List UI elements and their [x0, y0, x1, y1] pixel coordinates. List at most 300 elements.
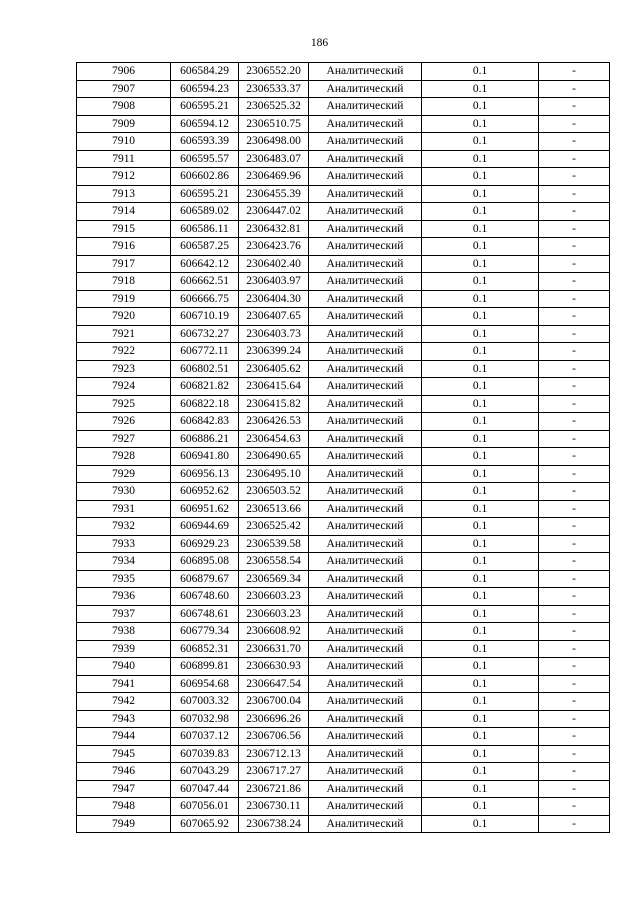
accuracy-cell: 0.1	[422, 308, 539, 326]
y-coordinate-cell: 2306402.40	[239, 255, 309, 273]
y-coordinate-cell: 2306712.13	[239, 745, 309, 763]
method-cell: Аналитический	[309, 483, 422, 501]
method-cell: Аналитический	[309, 728, 422, 746]
method-cell: Аналитический	[309, 325, 422, 343]
note-cell: -	[539, 553, 610, 571]
method-cell: Аналитический	[309, 378, 422, 396]
y-coordinate-cell: 2306407.65	[239, 308, 309, 326]
note-cell: -	[539, 115, 610, 133]
method-cell: Аналитический	[309, 168, 422, 186]
table-row	[77, 150, 610, 168]
note-cell: -	[539, 255, 610, 273]
accuracy-cell: 0.1	[422, 115, 539, 133]
point-number-cell: 7932	[77, 518, 171, 536]
x-coordinate-cell: 607037.12	[171, 728, 239, 746]
table-row	[77, 675, 610, 693]
y-coordinate-cell: 2306647.54	[239, 675, 309, 693]
point-number-cell: 7945	[77, 745, 171, 763]
table-row	[77, 483, 610, 501]
x-coordinate-cell: 606593.39	[171, 133, 239, 151]
x-coordinate-cell: 607043.29	[171, 763, 239, 781]
accuracy-cell: 0.1	[422, 815, 539, 833]
table-row	[77, 798, 610, 816]
accuracy-cell: 0.1	[422, 623, 539, 641]
point-number-cell: 7910	[77, 133, 171, 151]
y-coordinate-cell: 2306455.39	[239, 185, 309, 203]
accuracy-cell: 0.1	[422, 168, 539, 186]
x-coordinate-cell: 606662.51	[171, 273, 239, 291]
table-row	[77, 273, 610, 291]
note-cell: -	[539, 815, 610, 833]
method-cell: Аналитический	[309, 745, 422, 763]
x-coordinate-cell: 606852.31	[171, 640, 239, 658]
method-cell: Аналитический	[309, 63, 422, 81]
table-row	[77, 343, 610, 361]
accuracy-cell: 0.1	[422, 763, 539, 781]
table-row	[77, 588, 610, 606]
y-coordinate-cell: 2306447.02	[239, 203, 309, 221]
note-cell: -	[539, 588, 610, 606]
x-coordinate-cell: 606879.67	[171, 570, 239, 588]
note-cell: -	[539, 518, 610, 536]
point-number-cell: 7940	[77, 658, 171, 676]
accuracy-cell: 0.1	[422, 483, 539, 501]
note-cell: -	[539, 98, 610, 116]
accuracy-cell: 0.1	[422, 448, 539, 466]
point-number-cell: 7947	[77, 780, 171, 798]
y-coordinate-cell: 2306513.66	[239, 500, 309, 518]
method-cell: Аналитический	[309, 150, 422, 168]
method-cell: Аналитический	[309, 675, 422, 693]
y-coordinate-cell: 2306415.64	[239, 378, 309, 396]
method-cell: Аналитический	[309, 780, 422, 798]
y-coordinate-cell: 2306399.24	[239, 343, 309, 361]
method-cell: Аналитический	[309, 80, 422, 98]
accuracy-cell: 0.1	[422, 570, 539, 588]
point-number-cell: 7917	[77, 255, 171, 273]
accuracy-cell: 0.1	[422, 150, 539, 168]
x-coordinate-cell: 607039.83	[171, 745, 239, 763]
x-coordinate-cell: 606666.75	[171, 290, 239, 308]
table-row	[77, 728, 610, 746]
note-cell: -	[539, 430, 610, 448]
y-coordinate-cell: 2306730.11	[239, 798, 309, 816]
point-number-cell: 7912	[77, 168, 171, 186]
table-row	[77, 710, 610, 728]
note-cell: -	[539, 658, 610, 676]
point-number-cell: 7923	[77, 360, 171, 378]
method-cell: Аналитический	[309, 588, 422, 606]
y-coordinate-cell: 2306495.10	[239, 465, 309, 483]
table-row	[77, 98, 610, 116]
x-coordinate-cell: 606589.02	[171, 203, 239, 221]
x-coordinate-cell: 606899.81	[171, 658, 239, 676]
accuracy-cell: 0.1	[422, 798, 539, 816]
note-cell: -	[539, 325, 610, 343]
accuracy-cell: 0.1	[422, 290, 539, 308]
note-cell: -	[539, 640, 610, 658]
x-coordinate-cell: 607003.32	[171, 693, 239, 711]
method-cell: Аналитический	[309, 763, 422, 781]
y-coordinate-cell: 2306525.32	[239, 98, 309, 116]
table-row	[77, 63, 610, 81]
x-coordinate-cell: 607047.44	[171, 780, 239, 798]
x-coordinate-cell: 606821.82	[171, 378, 239, 396]
point-number-cell: 7924	[77, 378, 171, 396]
x-coordinate-cell: 606602.86	[171, 168, 239, 186]
point-number-cell: 7921	[77, 325, 171, 343]
y-coordinate-cell: 2306608.92	[239, 623, 309, 641]
y-coordinate-cell: 2306717.27	[239, 763, 309, 781]
x-coordinate-cell: 606595.21	[171, 185, 239, 203]
point-number-cell: 7939	[77, 640, 171, 658]
accuracy-cell: 0.1	[422, 238, 539, 256]
table-row	[77, 430, 610, 448]
table-row	[77, 745, 610, 763]
note-cell: -	[539, 483, 610, 501]
x-coordinate-cell: 606952.62	[171, 483, 239, 501]
accuracy-cell: 0.1	[422, 640, 539, 658]
table-row	[77, 220, 610, 238]
x-coordinate-cell: 606956.13	[171, 465, 239, 483]
point-number-cell: 7927	[77, 430, 171, 448]
method-cell: Аналитический	[309, 693, 422, 711]
accuracy-cell: 0.1	[422, 500, 539, 518]
note-cell: -	[539, 395, 610, 413]
accuracy-cell: 0.1	[422, 710, 539, 728]
x-coordinate-cell: 606842.83	[171, 413, 239, 431]
method-cell: Аналитический	[309, 273, 422, 291]
y-coordinate-cell: 2306415.82	[239, 395, 309, 413]
y-coordinate-cell: 2306630.93	[239, 658, 309, 676]
accuracy-cell: 0.1	[422, 395, 539, 413]
note-cell: -	[539, 413, 610, 431]
method-cell: Аналитический	[309, 553, 422, 571]
point-number-cell: 7935	[77, 570, 171, 588]
point-number-cell: 7928	[77, 448, 171, 466]
note-cell: -	[539, 693, 610, 711]
table-row	[77, 570, 610, 588]
x-coordinate-cell: 606748.61	[171, 605, 239, 623]
y-coordinate-cell: 2306539.58	[239, 535, 309, 553]
note-cell: -	[539, 150, 610, 168]
note-cell: -	[539, 238, 610, 256]
x-coordinate-cell: 606748.60	[171, 588, 239, 606]
x-coordinate-cell: 606779.34	[171, 623, 239, 641]
note-cell: -	[539, 185, 610, 203]
note-cell: -	[539, 500, 610, 518]
point-number-cell: 7915	[77, 220, 171, 238]
method-cell: Аналитический	[309, 798, 422, 816]
accuracy-cell: 0.1	[422, 430, 539, 448]
x-coordinate-cell: 606642.12	[171, 255, 239, 273]
x-coordinate-cell: 606595.57	[171, 150, 239, 168]
accuracy-cell: 0.1	[422, 133, 539, 151]
point-number-cell: 7909	[77, 115, 171, 133]
point-number-cell: 7938	[77, 623, 171, 641]
accuracy-cell: 0.1	[422, 780, 539, 798]
table-row	[77, 815, 610, 833]
accuracy-cell: 0.1	[422, 273, 539, 291]
note-cell: -	[539, 133, 610, 151]
y-coordinate-cell: 2306503.52	[239, 483, 309, 501]
method-cell: Аналитический	[309, 115, 422, 133]
accuracy-cell: 0.1	[422, 185, 539, 203]
accuracy-cell: 0.1	[422, 553, 539, 571]
table-row	[77, 780, 610, 798]
accuracy-cell: 0.1	[422, 203, 539, 221]
page-number: 186	[310, 37, 329, 49]
note-cell: -	[539, 168, 610, 186]
y-coordinate-cell: 2306706.56	[239, 728, 309, 746]
x-coordinate-cell: 606584.29	[171, 63, 239, 81]
table-row	[77, 378, 610, 396]
point-number-cell: 7949	[77, 815, 171, 833]
table-row	[77, 535, 610, 553]
accuracy-cell: 0.1	[422, 98, 539, 116]
table-row	[77, 658, 610, 676]
table-row	[77, 168, 610, 186]
y-coordinate-cell: 2306404.30	[239, 290, 309, 308]
point-number-cell: 7943	[77, 710, 171, 728]
method-cell: Аналитический	[309, 430, 422, 448]
method-cell: Аналитический	[309, 203, 422, 221]
note-cell: -	[539, 220, 610, 238]
accuracy-cell: 0.1	[422, 378, 539, 396]
table-row	[77, 465, 610, 483]
table-row	[77, 290, 610, 308]
table-row	[77, 518, 610, 536]
accuracy-cell: 0.1	[422, 535, 539, 553]
note-cell: -	[539, 308, 610, 326]
x-coordinate-cell: 606929.23	[171, 535, 239, 553]
y-coordinate-cell: 2306405.62	[239, 360, 309, 378]
note-cell: -	[539, 605, 610, 623]
x-coordinate-cell: 606710.19	[171, 308, 239, 326]
point-number-cell: 7929	[77, 465, 171, 483]
y-coordinate-cell: 2306498.00	[239, 133, 309, 151]
table-row	[77, 255, 610, 273]
y-coordinate-cell: 2306533.37	[239, 80, 309, 98]
x-coordinate-cell: 606954.68	[171, 675, 239, 693]
method-cell: Аналитический	[309, 290, 422, 308]
method-cell: Аналитический	[309, 623, 422, 641]
point-number-cell: 7926	[77, 413, 171, 431]
accuracy-cell: 0.1	[422, 658, 539, 676]
table-row	[77, 605, 610, 623]
table-row	[77, 395, 610, 413]
table-row	[77, 238, 610, 256]
method-cell: Аналитический	[309, 658, 422, 676]
note-cell: -	[539, 343, 610, 361]
accuracy-cell: 0.1	[422, 360, 539, 378]
point-number-cell: 7916	[77, 238, 171, 256]
y-coordinate-cell: 2306700.04	[239, 693, 309, 711]
y-coordinate-cell: 2306552.20	[239, 63, 309, 81]
y-coordinate-cell: 2306426.53	[239, 413, 309, 431]
note-cell: -	[539, 203, 610, 221]
method-cell: Аналитический	[309, 640, 422, 658]
method-cell: Аналитический	[309, 518, 422, 536]
method-cell: Аналитический	[309, 535, 422, 553]
table-row	[77, 203, 610, 221]
accuracy-cell: 0.1	[422, 728, 539, 746]
x-coordinate-cell: 606586.11	[171, 220, 239, 238]
note-cell: -	[539, 763, 610, 781]
note-cell: -	[539, 745, 610, 763]
x-coordinate-cell: 606822.18	[171, 395, 239, 413]
table-row	[77, 623, 610, 641]
x-coordinate-cell: 607056.01	[171, 798, 239, 816]
table-row	[77, 185, 610, 203]
y-coordinate-cell: 2306432.81	[239, 220, 309, 238]
point-number-cell: 7937	[77, 605, 171, 623]
method-cell: Аналитический	[309, 185, 422, 203]
table-row	[77, 553, 610, 571]
method-cell: Аналитический	[309, 238, 422, 256]
table-row	[77, 308, 610, 326]
table-row	[77, 360, 610, 378]
y-coordinate-cell: 2306631.70	[239, 640, 309, 658]
table-row	[77, 448, 610, 466]
note-cell: -	[539, 448, 610, 466]
y-coordinate-cell: 2306721.86	[239, 780, 309, 798]
accuracy-cell: 0.1	[422, 255, 539, 273]
table-row	[77, 693, 610, 711]
method-cell: Аналитический	[309, 448, 422, 466]
x-coordinate-cell: 606941.80	[171, 448, 239, 466]
accuracy-cell: 0.1	[422, 220, 539, 238]
point-number-cell: 7936	[77, 588, 171, 606]
x-coordinate-cell: 606595.21	[171, 98, 239, 116]
point-number-cell: 7913	[77, 185, 171, 203]
note-cell: -	[539, 535, 610, 553]
note-cell: -	[539, 780, 610, 798]
table-row	[77, 413, 610, 431]
method-cell: Аналитический	[309, 98, 422, 116]
table-row	[77, 640, 610, 658]
note-cell: -	[539, 728, 610, 746]
x-coordinate-cell: 607032.98	[171, 710, 239, 728]
point-number-cell: 7920	[77, 308, 171, 326]
x-coordinate-cell: 606732.27	[171, 325, 239, 343]
method-cell: Аналитический	[309, 815, 422, 833]
method-cell: Аналитический	[309, 133, 422, 151]
x-coordinate-cell: 606587.25	[171, 238, 239, 256]
accuracy-cell: 0.1	[422, 605, 539, 623]
table-row	[77, 325, 610, 343]
note-cell: -	[539, 378, 610, 396]
y-coordinate-cell: 2306603.23	[239, 588, 309, 606]
y-coordinate-cell: 2306569.34	[239, 570, 309, 588]
accuracy-cell: 0.1	[422, 588, 539, 606]
y-coordinate-cell: 2306454.63	[239, 430, 309, 448]
point-number-cell: 7922	[77, 343, 171, 361]
method-cell: Аналитический	[309, 255, 422, 273]
point-number-cell: 7948	[77, 798, 171, 816]
note-cell: -	[539, 623, 610, 641]
x-coordinate-cell: 606895.08	[171, 553, 239, 571]
y-coordinate-cell: 2306403.73	[239, 325, 309, 343]
accuracy-cell: 0.1	[422, 63, 539, 81]
table-body	[77, 63, 610, 833]
note-cell: -	[539, 710, 610, 728]
note-cell: -	[539, 273, 610, 291]
method-cell: Аналитический	[309, 570, 422, 588]
table-row	[77, 80, 610, 98]
table-row	[77, 115, 610, 133]
x-coordinate-cell: 607065.92	[171, 815, 239, 833]
y-coordinate-cell: 2306469.96	[239, 168, 309, 186]
x-coordinate-cell: 606886.21	[171, 430, 239, 448]
point-number-cell: 7931	[77, 500, 171, 518]
point-number-cell: 7907	[77, 80, 171, 98]
method-cell: Аналитический	[309, 395, 422, 413]
point-number-cell: 7946	[77, 763, 171, 781]
point-number-cell: 7911	[77, 150, 171, 168]
x-coordinate-cell: 606594.23	[171, 80, 239, 98]
note-cell: -	[539, 63, 610, 81]
method-cell: Аналитический	[309, 500, 422, 518]
point-number-cell: 7934	[77, 553, 171, 571]
x-coordinate-cell: 606772.11	[171, 343, 239, 361]
accuracy-cell: 0.1	[422, 413, 539, 431]
y-coordinate-cell: 2306510.75	[239, 115, 309, 133]
y-coordinate-cell: 2306403.97	[239, 273, 309, 291]
x-coordinate-cell: 606802.51	[171, 360, 239, 378]
point-number-cell: 7944	[77, 728, 171, 746]
note-cell: -	[539, 465, 610, 483]
point-number-cell: 7908	[77, 98, 171, 116]
x-coordinate-cell: 606944.69	[171, 518, 239, 536]
point-number-cell: 7933	[77, 535, 171, 553]
x-coordinate-cell: 606594.12	[171, 115, 239, 133]
accuracy-cell: 0.1	[422, 745, 539, 763]
y-coordinate-cell: 2306423.76	[239, 238, 309, 256]
point-number-cell: 7918	[77, 273, 171, 291]
note-cell: -	[539, 798, 610, 816]
y-coordinate-cell: 2306483.07	[239, 150, 309, 168]
x-coordinate-cell: 606951.62	[171, 500, 239, 518]
note-cell: -	[539, 360, 610, 378]
point-number-cell: 7919	[77, 290, 171, 308]
method-cell: Аналитический	[309, 465, 422, 483]
y-coordinate-cell: 2306738.24	[239, 815, 309, 833]
note-cell: -	[539, 290, 610, 308]
note-cell: -	[539, 80, 610, 98]
point-number-cell: 7930	[77, 483, 171, 501]
accuracy-cell: 0.1	[422, 518, 539, 536]
y-coordinate-cell: 2306525.42	[239, 518, 309, 536]
y-coordinate-cell: 2306490.65	[239, 448, 309, 466]
point-number-cell: 7925	[77, 395, 171, 413]
point-number-cell: 7906	[77, 63, 171, 81]
point-number-cell: 7942	[77, 693, 171, 711]
method-cell: Аналитический	[309, 413, 422, 431]
method-cell: Аналитический	[309, 220, 422, 238]
y-coordinate-cell: 2306603.23	[239, 605, 309, 623]
accuracy-cell: 0.1	[422, 325, 539, 343]
y-coordinate-cell: 2306696.26	[239, 710, 309, 728]
coordinates-table	[76, 62, 610, 833]
point-number-cell: 7914	[77, 203, 171, 221]
accuracy-cell: 0.1	[422, 675, 539, 693]
method-cell: Аналитический	[309, 308, 422, 326]
method-cell: Аналитический	[309, 605, 422, 623]
accuracy-cell: 0.1	[422, 343, 539, 361]
accuracy-cell: 0.1	[422, 465, 539, 483]
table-row	[77, 763, 610, 781]
